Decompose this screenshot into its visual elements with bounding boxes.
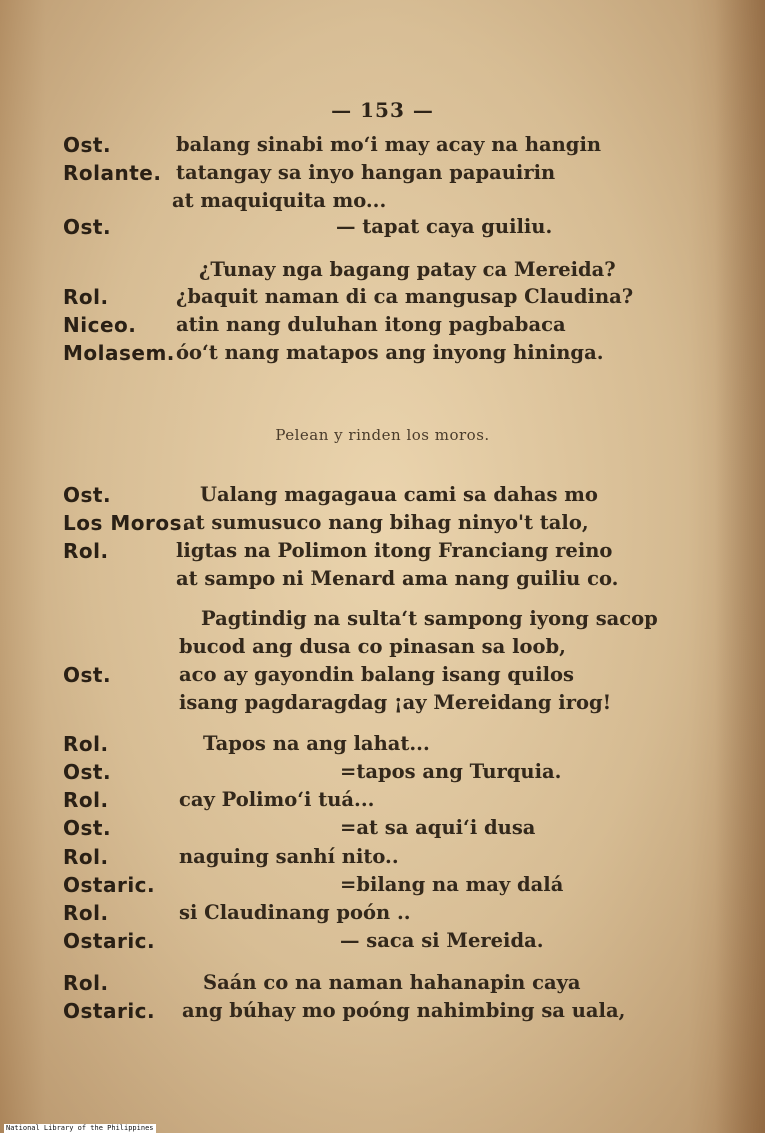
verse-line	[0, 341, 765, 371]
verse-line	[0, 873, 765, 903]
stage-direction: Pelean y rinden los moros.	[275, 426, 490, 444]
speaker-name: Ostaric.	[63, 873, 156, 897]
verse-text: tatangay sa inyo hangan papauirin	[176, 161, 556, 184]
verse-text: =at sa aqui‘i dusa	[340, 816, 536, 839]
verse-text: cay Polimo‘i tuá...	[179, 788, 375, 811]
verse-text: aco ay gayondin balang isang quilos	[179, 663, 574, 686]
verse-text: at sumusuco nang bihag ninyo't talo,	[183, 511, 589, 534]
verse-line	[0, 971, 765, 1001]
speaker-name: Ost.	[63, 483, 112, 507]
verse-text: — tapat caya guiliu.	[336, 215, 553, 238]
speaker-name: Rol.	[63, 901, 109, 925]
verse-text: isang pagdaragdag ¡ay Mereidang irog!	[179, 691, 612, 714]
verse-text: — saca si Mereida.	[340, 929, 544, 952]
speaker-name: Ost.	[63, 760, 112, 784]
verse-line	[0, 511, 765, 541]
verse-line	[0, 539, 765, 569]
verse-text: ¿Tunay nga bagang patay ca Mereida?	[199, 258, 616, 281]
verse-line	[0, 285, 765, 315]
verse-text: naguing sanhí nito..	[179, 845, 399, 868]
verse-line	[0, 816, 765, 846]
speaker-name: Los Moros.	[63, 511, 191, 535]
verse-line	[0, 567, 765, 597]
verse-text: bucod ang dusa co pinasan sa loob,	[179, 635, 566, 658]
speaker-name: Rol.	[63, 971, 109, 995]
page-number: — 153 —	[331, 98, 434, 122]
verse-line	[0, 901, 765, 931]
verse-line	[0, 313, 765, 343]
speaker-name: Ostaric.	[63, 929, 156, 953]
verse-text: balang sinabi mo‘i may acay na hangin	[176, 133, 602, 156]
speaker-name: Rol.	[63, 845, 109, 869]
verse-line	[0, 663, 765, 693]
verse-line	[0, 258, 765, 288]
verse-text: ligtas na Polimon itong Franciang reino	[176, 539, 613, 562]
verse-line	[0, 788, 765, 818]
verse-text: at sampo ni Menard ama nang guiliu co.	[176, 567, 619, 590]
speaker-name: Rolante.	[63, 161, 162, 185]
verse-line	[0, 845, 765, 875]
verse-line	[0, 635, 765, 665]
speaker-name: Ost.	[63, 816, 112, 840]
verse-text: Pagtindig na sulta‘t sampong iyong sacop	[201, 607, 658, 630]
verse-line	[0, 133, 765, 163]
speaker-name: Ostaric.	[63, 999, 156, 1023]
verse-line	[0, 691, 765, 721]
speaker-name: Ost.	[63, 215, 112, 239]
speaker-name: Rol.	[63, 285, 109, 309]
verse-line	[0, 732, 765, 762]
verse-line	[0, 483, 765, 513]
verse-line	[0, 161, 765, 191]
verse-text: óo‘t nang matapos ang inyong hininga.	[176, 341, 604, 364]
library-footer: National Library of the Philippines	[6, 1124, 154, 1132]
verse-text: at maquiquita mo...	[172, 189, 387, 212]
verse-text: atin nang duluhan itong pagbabaca	[176, 313, 566, 336]
verse-text: Saán co na naman hahanapin caya	[203, 971, 581, 994]
verse-text: ¿baquit naman di ca mangusap Claudina?	[176, 285, 634, 308]
speaker-name: Rol.	[63, 788, 109, 812]
verse-text: =tapos ang Turquia.	[340, 760, 562, 783]
verse-text: si Claudinang poón ..	[179, 901, 411, 924]
speaker-name: Rol.	[63, 732, 109, 756]
verse-line	[0, 929, 765, 959]
speaker-name: Niceo.	[63, 313, 137, 337]
verse-text: Tapos na ang lahat...	[203, 732, 430, 755]
verse-text: Ualang magagaua cami sa dahas mo	[200, 483, 598, 506]
verse-line	[0, 999, 765, 1029]
verse-line	[0, 215, 765, 245]
verse-line	[0, 607, 765, 637]
speaker-name: Ost.	[63, 133, 112, 157]
speaker-name: Molasem.	[63, 341, 175, 365]
speaker-name: Ost.	[63, 663, 112, 687]
verse-text: =bilang na may dalá	[340, 873, 564, 896]
verse-text: ang búhay mo poóng nahimbing sa uala,	[182, 999, 626, 1022]
speaker-name: Rol.	[63, 539, 109, 563]
verse-line	[0, 760, 765, 790]
